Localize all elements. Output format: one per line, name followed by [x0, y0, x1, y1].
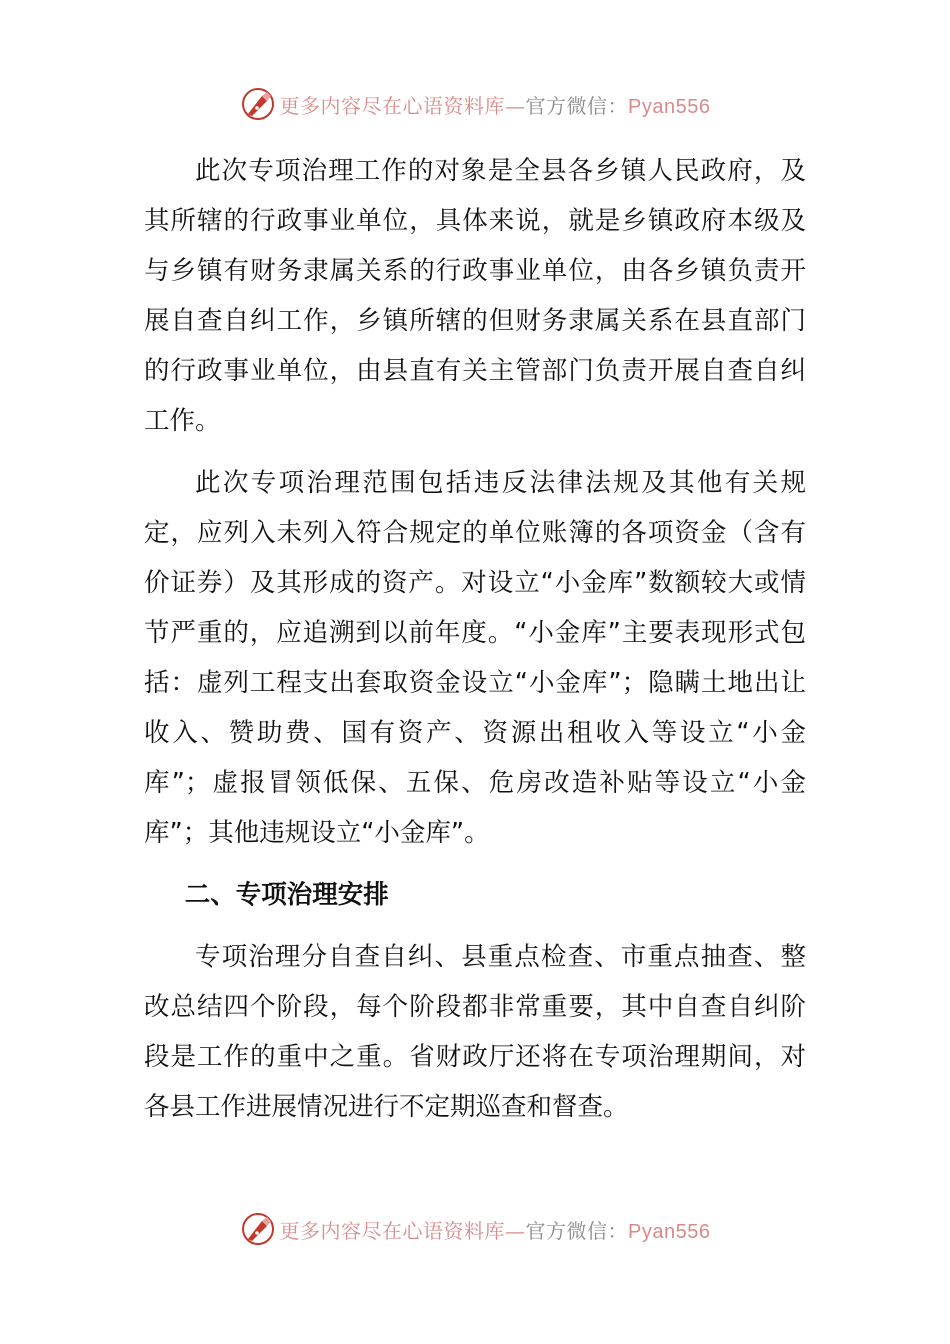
- footer-banner: [0, 1209, 950, 1249]
- pen-nib-icon: [240, 86, 276, 122]
- paragraph: 此次专项治理工作的对象是全县各乡镇人民政府，及其所辖的行政事业单位，具体来说，就是乡镇政府本级及与乡镇有财务隶属关系的行政事业单位，由各乡镇负责开展自查自纠工作，乡镇所辖的但财务隶属关系在县直部门的行政事业单位，由县直有关主管部门负责开展自查自纠工作。: [144, 156, 806, 436]
- section-heading: 二、专项治理安排: [184, 880, 389, 910]
- footer-wechat-label: 官方微信：: [525, 1218, 629, 1243]
- footer-brand-text: 更多内容尽在心语资料库—官方微信：Pyan556: [279, 1218, 711, 1243]
- header-wechat-label: 官方微信：: [525, 93, 629, 118]
- header-banner: [0, 84, 950, 124]
- paragraph: 专项治理分自查自纠、县重点检查、市重点抽查、整改总结四个阶段，每个阶段都非常重要，其中自查自纠阶段是工作的重中之重。省财政厅还将在专项治理期间，对各县工作进展情况进行不定期巡查和督查。: [144, 942, 806, 1122]
- footer-wechat-id: Pyan556: [628, 1220, 711, 1243]
- paragraph: 此次专项治理范围包括违反法律法规及其他有关规定，应列入未列入符合规定的单位账簿的各项资金（含有价证券）及其形成的资产。对设立“小金库”数额较大或情节严重的，应追溯到以前年度。“小金库”主要表现形式包括：虚列工程支出套取资金设立“小金库”；隐瞒土地出让收入、赞助费、国有资产、资源出租收入等设立“小金库”；虚报冒领低保、五保、危房改造补贴等设立“小金库”；其他违规设立“小金库”。: [144, 468, 806, 848]
- document-body: [144, 146, 806, 1144]
- pen-nib-icon: [240, 1211, 276, 1247]
- header-wechat-id: Pyan556: [628, 95, 711, 118]
- header-brand-text: 更多内容尽在心语资料库—官方微信：Pyan556: [279, 93, 711, 118]
